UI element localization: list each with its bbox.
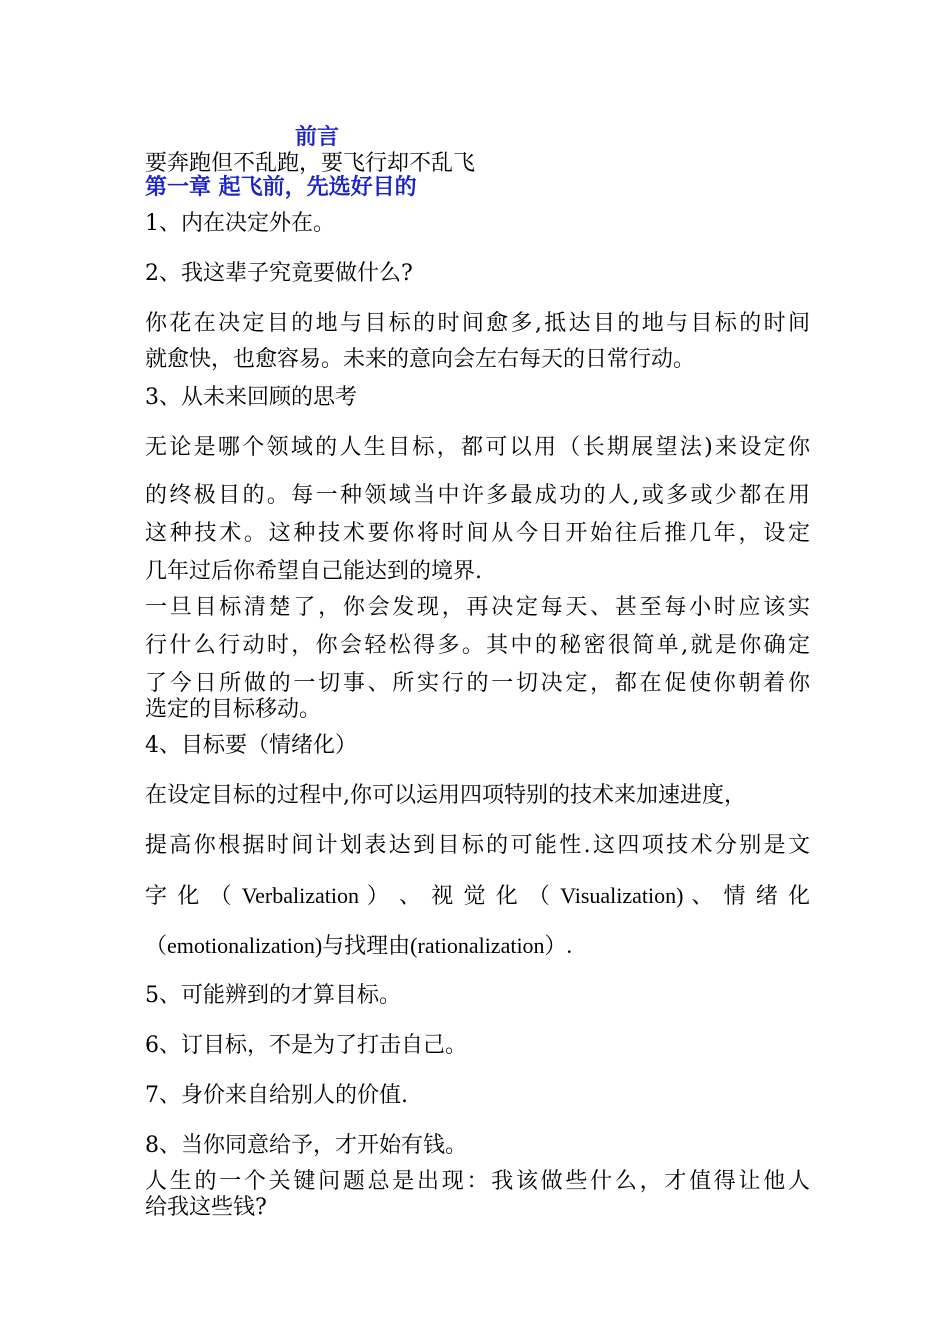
- paragraph-2-line-1: 无论是哪个领域的人生目标，都可以用（长期展望法)来设定你: [145, 435, 810, 460]
- chapter-title: 第一章 起飞前，先选好目的: [145, 175, 417, 200]
- item-5: 5、可能辨到的才算目标。: [145, 983, 401, 1008]
- paragraph-1-line-2: 就愈快，也愈容易。未来的意向会左右每天的日常行动。: [145, 347, 696, 372]
- paragraph-3-line-3: 了今日所做的一切事、所实行的一切决定，都在促使你朝着你: [145, 671, 810, 696]
- item-1: 1、内在决定外在。: [145, 211, 335, 236]
- paragraph-1-line-1: 你花在决定目的地与目标的时间愈多,抵达目的地与目标的时间: [145, 311, 810, 336]
- paragraph-4-line-2: 提高你根据时间计划表达到目标的可能性.这四项技术分别是文: [145, 833, 810, 858]
- paragraph-3-line-2: 行什么行动时，你会轻松得多。其中的秘密很简单,就是你确定: [145, 633, 810, 658]
- paragraph-4-line-3: 字 化 （ Verbalization ） 、 视 觉 化 （ Visualization) 、 情 绪 化: [145, 883, 811, 908]
- item-3: 3、从未来回顾的思考: [145, 385, 357, 410]
- paragraph-2-line-2: 的终极目的。每一种领域当中许多最成功的人,或多或少都在用: [145, 483, 810, 508]
- paragraph-3-line-1: 一旦目标清楚了，你会发现，再决定每天、甚至每小时应该实: [145, 595, 810, 620]
- item-4: 4、目标要（情绪化）: [145, 733, 357, 758]
- item-7: 7、身价来自给别人的价值.: [145, 1083, 408, 1108]
- paragraph-4-line-4: （emotionalization)与找理由(rationalization）.: [145, 933, 573, 958]
- paragraph-5-line-2: 给我这些钱?: [145, 1195, 267, 1220]
- preface-title: 前言: [295, 125, 340, 150]
- item-6: 6、订目标，不是为了打击自己。: [145, 1033, 467, 1058]
- paragraph-5-line-1: 人生的一个关键问题总是出现：我该做些什么，才值得让他人: [145, 1169, 810, 1194]
- item-8: 8、当你同意给予，才开始有钱。: [145, 1133, 467, 1158]
- paragraph-2-line-3: 这种技术。这种技术要你将时间从今日开始往后推几年，设定: [145, 521, 810, 546]
- paragraph-2-line-4: 几年过后你希望自己能达到的境界.: [145, 559, 482, 584]
- item-2: 2、我这辈子究竟要做什么?: [145, 261, 413, 286]
- paragraph-3-line-4: 选定的目标移动。: [145, 697, 322, 722]
- paragraph-4-line-1: 在设定目标的过程中,你可以运用四项特别的技术来加速进度，: [145, 783, 746, 808]
- subtitle: 要奔跑但不乱跑，要飞行却不乱飞: [145, 151, 476, 176]
